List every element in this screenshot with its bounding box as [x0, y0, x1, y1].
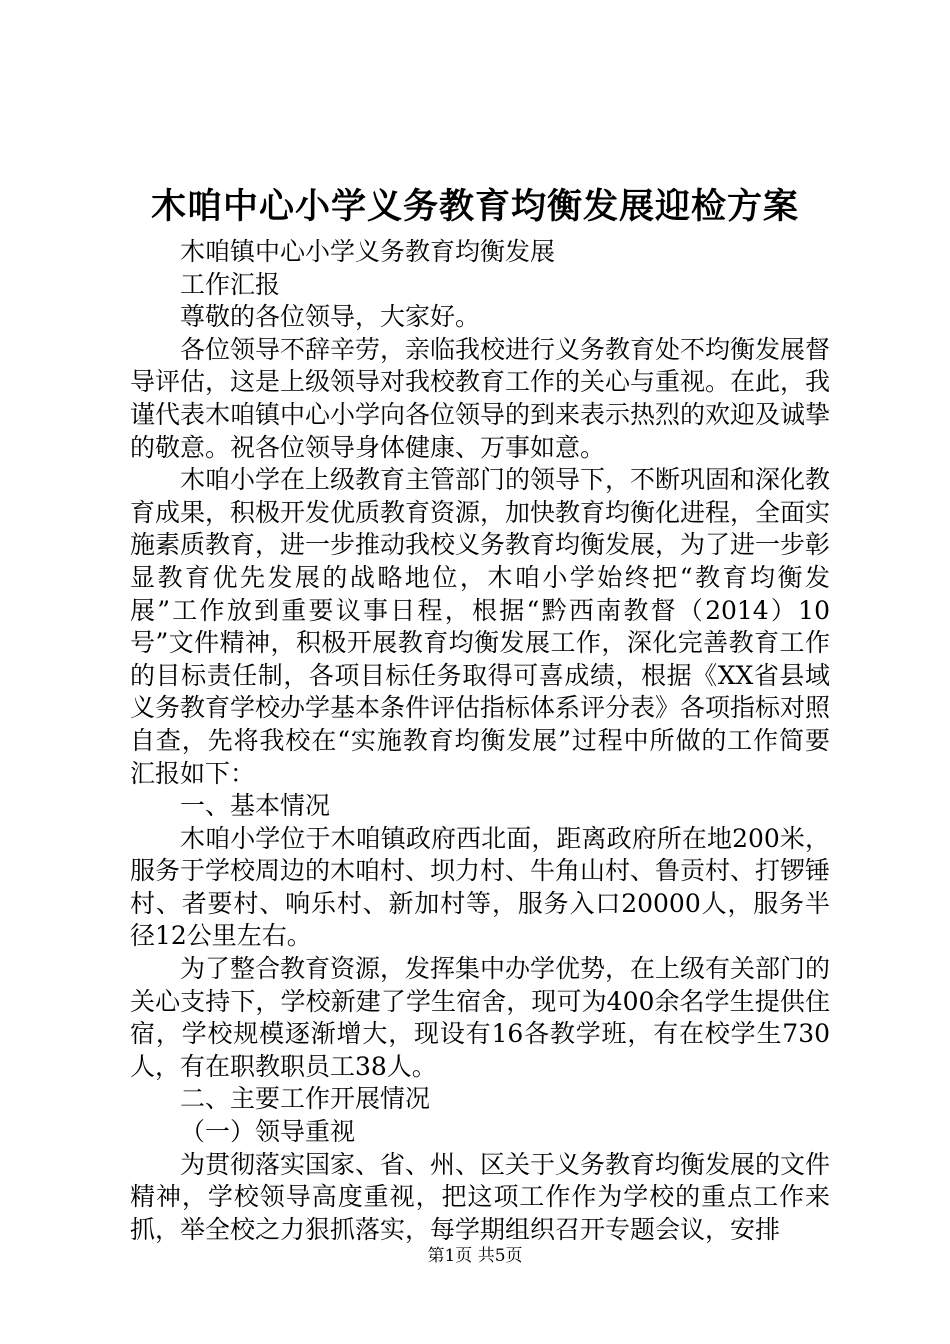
paragraph-leadership: 为贯彻落实国家、省、州、区关于义务教育均衡发展的文件精神，学校领导高度重视，把这项工作作为学校的重点工作来抓，举全校之力狠抓落实，每学期组织召开专题会议，安排	[130, 1149, 831, 1244]
paragraph-overview: 木咱小学在上级教育主管部门的领导下，不断巩固和深化教育成果，积极开发优质教育资源，加快教育均衡化进程，全面实施素质教育，进一步推动我校义务教育均衡发展，为了进一步彰显教育优先发展的战略地位，木咱小学始终把“教育均衡发展”工作放到重要议事日程，根据“黔西南教督（2014）10号”文件精神，积极开展教育均衡发展工作，深化完善教育工作的目标责任制，各项目标任务取得可喜成绩，根据《XX省县域义务教育学校办学基本条件评估指标体系评分表》各项指标对照自查，先将我校在“实施教育均衡发展”过程中所做的工作简要汇报如下：	[130, 465, 831, 788]
page-number-footer: 第1页 共5页	[427, 1246, 523, 1266]
document-title: 木咱中心小学义务教育均衡发展迎检方案	[150, 186, 799, 227]
paragraph-greeting: 尊敬的各位领导，大家好。	[180, 302, 481, 332]
section-heading-basic-info: 一、基本情况	[180, 791, 331, 821]
paragraph-school-heading: 木咱镇中心小学义务教育均衡发展	[180, 237, 556, 266]
paragraph-welcome: 各位领导不辞辛劳，亲临我校进行义务教育处不均衡发展督导评估，这是上级领导对我校教育工作的关心与重视。在此，我谨代表木咱镇中心小学向各位领导的到来表示热烈的欢迎及诚挚的敬意。祝各位领导身体健康、万事如意。	[130, 334, 831, 462]
section-heading-main-work: 二、主要工作开展情况	[180, 1084, 431, 1114]
document-body	[130, 236, 830, 1246]
paragraph-report-heading: 工作汇报	[180, 269, 281, 299]
subsection-heading-leadership: （一）领导重视	[180, 1117, 356, 1147]
paragraph-location: 木咱小学位于木咱镇政府西北面，距离政府所在地200米，服务于学校周边的木咱村、坝力村、牛角山村、鲁贡村、打锣锤村、者要村、响乐村、新加村等，服务入口20000人，服务半径12公里左右。	[130, 823, 831, 951]
paragraph-scale: 为了整合教育资源，发挥集中办学优势，在上级有关部门的关心支持下，学校新建了学生宿舍，现可为400余名学生提供住宿，学校规模逐渐增大，现设有16各教学班，有在校学生730人，有在职教职员工38人。	[130, 954, 831, 1081]
